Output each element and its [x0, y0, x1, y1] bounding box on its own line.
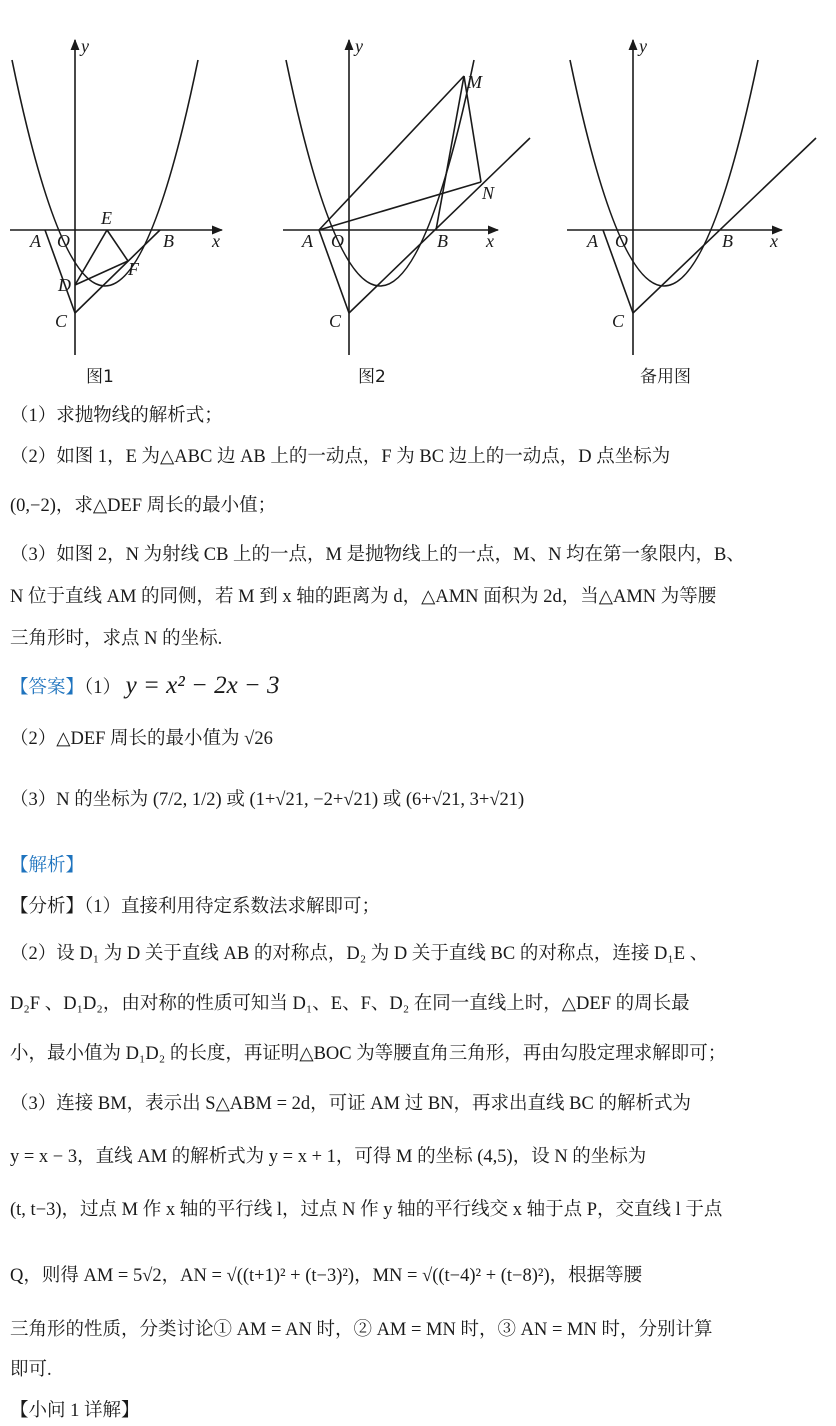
analysis-p2-line-2: D₂F 、D₁D₂，由对称的性质可知当 D₁、E、F、D₂ 在同一直线上时，△DEF 的周长最 [10, 994, 690, 1014]
answer-tag: 【答案】 [10, 678, 85, 698]
analysis-p3-line-1: （3）连接 BM，表示出 S△ABM = 2d，可证 AM 过 BN，再求出直线 BC 的解析式为 [10, 1094, 691, 1114]
fig2-caption: 图2 [358, 367, 386, 387]
fig1-y-label: y [81, 36, 89, 56]
figure-1 [10, 40, 222, 355]
fig1-label-B: B [163, 231, 174, 251]
question-2-line-2: (0,−2)，求△DEF 周长的最小值； [10, 496, 277, 516]
fig3-label-C: C [612, 311, 625, 331]
fig2-label-A: A [302, 231, 313, 251]
fig1-caption: 图1 [86, 367, 114, 387]
analysis-p1: 【分析】（1）直接利用待定系数法求解即可； [10, 897, 381, 917]
fig2-label-B: B [437, 231, 448, 251]
fig3-x-label: x [770, 231, 778, 251]
fig1-label-E: E [101, 208, 112, 228]
answer-line-3: （3）N 的坐标为 (7/2, 1/2) 或 (1+√21, −2+√21) 或 (6+√21, 3+√21) [10, 790, 525, 810]
analysis-tag: 【解析】 [10, 856, 85, 876]
fig1-x-label: x [212, 231, 220, 251]
analysis-p2-line-1: （2）设 D₁ 为 D 关于直线 AB 的对称点，D₂ 为 D 关于直线 BC 的对称点，连接 D₁E 、 [10, 944, 709, 964]
answer-line-2: （2）△DEF 周长的最小值为 √26 [10, 729, 273, 749]
fig1-label-A: A [30, 231, 41, 251]
fig1-label-D: D [58, 275, 71, 295]
question-3-line-3: 三角形时，求点 N 的坐标. [10, 629, 223, 649]
fig2-label-C: C [329, 311, 342, 331]
question-1: （1）求抛物线的解析式； [10, 406, 223, 426]
analysis-p3-line-4: Q，则得 AM = 5√2，AN = √((t+1)² + (t−3)²)，MN = √((t−4)² + (t−8)²)，根据等腰 [10, 1266, 643, 1286]
analysis-p3-line-6: 即可. [10, 1360, 52, 1380]
fig2-y-label: y [355, 36, 363, 56]
fig3-label-B: B [722, 231, 733, 251]
analysis-p2-line-3: 小，最小值为 D₁D₂ 的长度，再证明△BOC 为等腰直角三角形，再由勾股定理求解即可； [10, 1044, 727, 1064]
fig1-label-F: F [128, 259, 139, 279]
analysis-sub-1: 【小问 1 详解】 [10, 1401, 140, 1421]
fig2-label-N: N [482, 183, 495, 203]
fig1-label-C: C [55, 311, 68, 331]
analysis-p3-line-3: (t, t−3)，过点 M 作 x 轴的平行线 l，过点 N 作 y 轴的平行线交 x 轴于点 P，交直线 l 于点 [10, 1200, 723, 1220]
fig3-y-label: y [639, 36, 647, 56]
answer-1-formula: y = x² − 2x − 3 [125, 672, 280, 699]
answer-1-prefix: （1） [84, 678, 122, 698]
figures-panel [0, 0, 836, 400]
fig2-label-O: O [331, 231, 344, 251]
fig1-label-O: O [57, 231, 70, 251]
question-3-line-1: （3）如图 2，N 为射线 CB 上的一点，M 是抛物线上的一点，M、N 均在第一象限内，B、 [10, 545, 745, 565]
answer-line-1 [10, 672, 828, 702]
analysis-p3-line-5: 三角形的性质，分类讨论① AM = AN 时，② AM = MN 时，③ AN = MN 时，分别计算 [10, 1320, 713, 1340]
fig2-x-label: x [486, 231, 494, 251]
fig3-label-O: O [615, 231, 628, 251]
figure-3 [567, 40, 816, 355]
fig3-label-A: A [587, 231, 598, 251]
question-2-line-1: （2）如图 1，E 为△ABC 边 AB 上的一动点，F 为 BC 边上的一动点，D 点坐标为 [10, 447, 671, 467]
question-3-line-2: N 位于直线 AM 的同侧，若 M 到 x 轴的距离为 d，△AMN 面积为 2d，当△AMN 为等腰 [10, 587, 717, 607]
fig2-label-M: M [467, 72, 482, 92]
fig3-caption: 备用图 [640, 367, 691, 387]
analysis-p3-line-2: y = x − 3，直线 AM 的解析式为 y = x + 1，可得 M 的坐标 (4,5)，设 N 的坐标为 [10, 1147, 647, 1167]
